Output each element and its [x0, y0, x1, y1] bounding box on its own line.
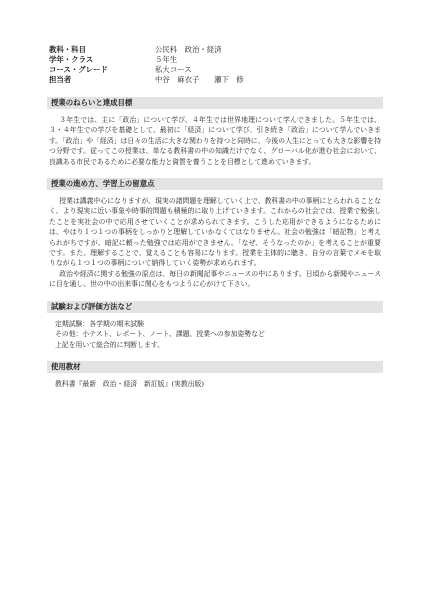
- section-heading-evaluation: 試験および評価方法など: [47, 301, 383, 313]
- meta-label: 担当者: [49, 75, 72, 84]
- section-body-method: [49, 196, 381, 290]
- section-body-materials: [49, 379, 381, 389]
- text-line: 教科書『最新 政治・経済 新訂版』(実教出版): [55, 379, 205, 388]
- section-body-evaluation: [49, 319, 381, 350]
- meta-value: ５年生: [155, 55, 178, 64]
- section-heading-aims: 授業のねらいと達成目標: [47, 97, 383, 109]
- section-body-aims: [49, 115, 381, 167]
- meta-value: 中谷 麻衣子 瀬下 修: [155, 75, 244, 84]
- section-heading-method: 授業の進め方、学習上の留意点: [47, 178, 383, 190]
- meta-label: 学年・クラス: [49, 55, 94, 64]
- paragraph: ３年生では、主に「政治」について学び、４年生では世界地理について学んできました。５年生では、３・４年生での学びを基礎として、最初に「経済」について学び、引き続き「政治」について学んでいきます。「政治」や「経済」は日々の生活に大きな関わりを持つと同時に、今後の人生にとっても大きな影響を持つ分野です。従ってこの授業は、単なる教科書の中の知識だけでなく、グローバル化が進む社会において、良識ある市民であるために必要な能力と資質を養うことを目標として進めていきます。: [49, 116, 381, 166]
- paragraph: 授業は講義中心になりますが、現実の諸問題を理解していく上で、教科書の中の事柄にとらわれることなく、より現実に近い事象や時事的問題も積極的に取り上げていきます。これからの社会では、授業で勉強したことを実社会の中で応用させていくことが求められてきます。こうした応用ができるようになるためには、やはり１つ１つの事柄をしっかりと理解していかなくてはなりません。社会の勉強は「暗記物」と考えられがちですが、暗記に頼った勉強では応用ができません。「なぜ、そうなったのか」を考えることが重要です。また、理解することで、覚えることも容易になります。授業を主体的に聴き、自分の言葉でメモを取りながら１つ１つの事柄について納得していく姿勢が求められます。: [49, 197, 381, 268]
- meta-row-teacher: [49, 75, 383, 85]
- meta-label: 教科・科目: [49, 45, 86, 54]
- meta-row-grade: [49, 55, 383, 65]
- meta-row-subject: [49, 45, 383, 55]
- meta-row-course: [49, 65, 383, 75]
- text-line: その他：小テスト、レポート、ノート、課題、授業への参加姿勢など: [55, 330, 265, 339]
- course-info: [49, 45, 383, 85]
- text-line: 上記を用いて総合的に判断します。: [55, 340, 164, 349]
- section-heading-materials: 使用教材: [47, 361, 383, 373]
- meta-label: コース・グレード: [49, 65, 108, 74]
- meta-value: 公民科 政治・経済: [155, 45, 222, 54]
- text-line: 定期試験：各学期の期末試験: [55, 319, 144, 328]
- paragraph: 政治や経済に関する勉強の原点は、毎日の新聞記事やニュースの中にあります。日頃から新聞やニュースに目を通し、世の中の出来事に関心をもつように心がけて下さい。: [49, 269, 381, 289]
- meta-value: 私大コース: [155, 65, 192, 74]
